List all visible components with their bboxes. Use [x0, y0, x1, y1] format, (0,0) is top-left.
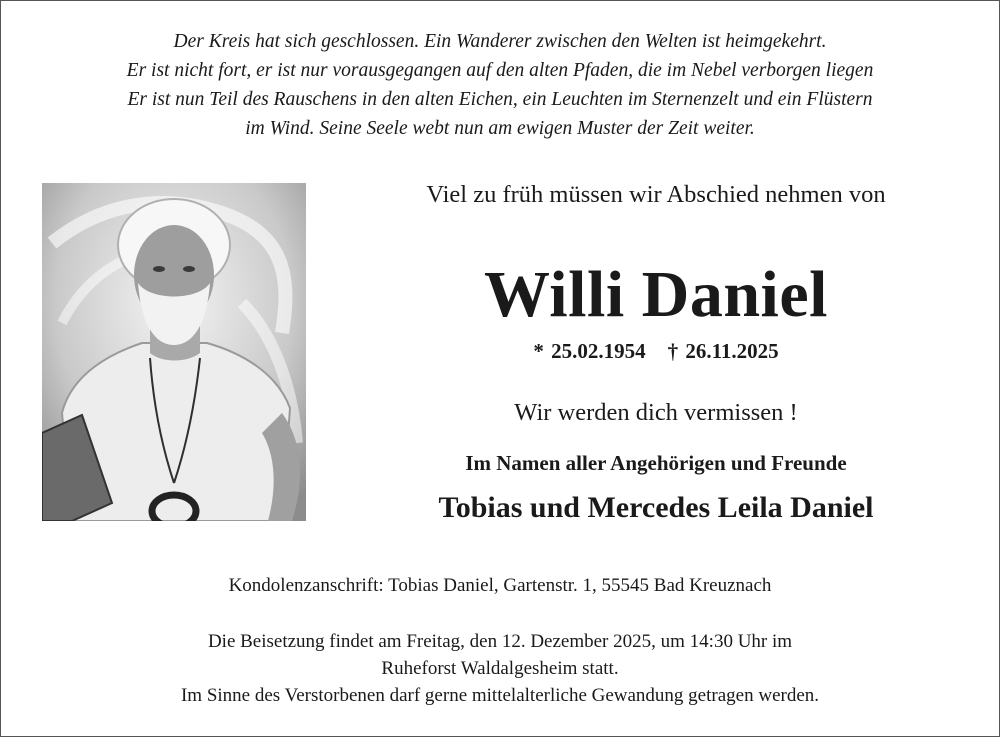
- funeral-line: Ruheforst Waldalgesheim statt.: [381, 658, 619, 679]
- poem-line: im Wind. Seine Seele webt nun am ewigen Muster der Zeit weiter.: [245, 118, 755, 139]
- funeral-line: Die Beisetzung findet am Freitag, den 12. Dezember 2025, um 14:30 Uhr im: [207, 631, 793, 652]
- life-dates: [341, 339, 971, 364]
- poem-line: Er ist nun Teil des Rauschens in den alten Eichen, ein Leuchten im Sternenzelt und ein Flüstern: [127, 89, 873, 110]
- birth-date: * 25.02.1954: [533, 339, 646, 363]
- on-behalf-line: Im Namen aller Angehörigen und Freunde: [465, 451, 847, 475]
- poem: [1, 27, 999, 143]
- mourners-names: Tobias und Mercedes Leila Daniel: [438, 491, 874, 524]
- portrait-photo: [42, 183, 306, 521]
- poem-line: Der Kreis hat sich geschlossen. Ein Wanderer zwischen den Welten ist heimgekehrt.: [173, 31, 827, 52]
- death-date: † 26.11.2025: [667, 339, 779, 363]
- condolence-address: Kondolenzanschrift: Tobias Daniel, Gartenstr. 1, 55545 Bad Kreuznach: [228, 575, 772, 596]
- poem-line: Er ist nicht fort, er ist nur vorausgegangen auf den alten Pfaden, die im Nebel verborgen liegen: [126, 60, 874, 81]
- intro-text: Viel zu früh müssen wir Abschied nehmen von: [426, 181, 886, 208]
- funeral-info: [1, 628, 999, 709]
- farewell-line: Wir werden dich vermissen !: [514, 399, 798, 426]
- deceased-name: Willi Daniel: [484, 258, 828, 331]
- funeral-line: Im Sinne des Verstorbenen darf gerne mittelalterliche Gewandung getragen werden.: [180, 685, 820, 706]
